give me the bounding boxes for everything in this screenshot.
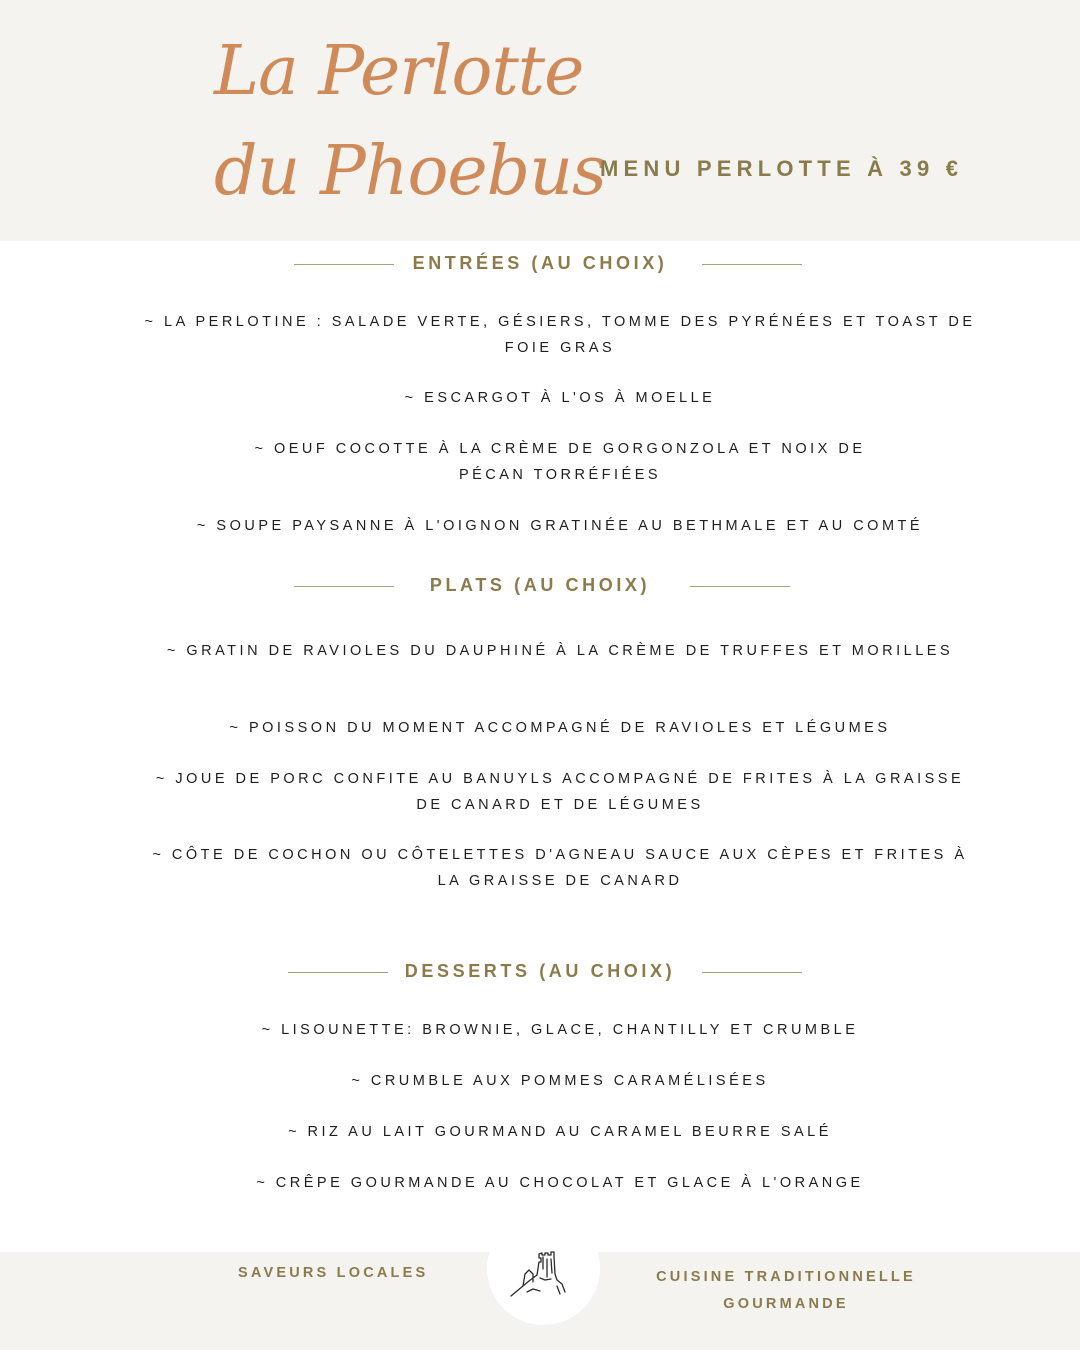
footer-tagline-right-line-1: CUISINE TRADITIONNELLE (656, 1269, 916, 1285)
menu-title: MENU PERLOTTE À 39 € (600, 156, 964, 181)
menu-item: ~ JOUE DE PORC CONFITE AU BANUYLS ACCOMPAGNÉ DE FRITES À LA GRAISSE DE CANARD ET DE LÉGUMES (155, 771, 965, 813)
section-title-plats: PLATS (AU CHOIX) (429, 575, 651, 595)
castle-tower-icon (507, 1234, 582, 1302)
section-title-desserts: DESSERTS (AU CHOIX) (404, 961, 676, 981)
section-title-entrees: ENTRÉES (AU CHOIX) (412, 253, 668, 273)
menu-item: ~ SOUPE PAYSANNE À L'OIGNON GRATINÉE AU BETHMALE ET AU COMTÉ (196, 518, 924, 534)
section-rule-right (690, 586, 790, 587)
menu-item: ~ CÔTE DE COCHON OU CÔTELETTES D'AGNEAU SAUCE AUX CÈPES ET FRITES À LA GRAISSE DE CANARD (152, 847, 968, 889)
menu-item: ~ CRUMBLE AUX POMMES CARAMÉLISÉES (351, 1073, 769, 1089)
restaurant-name-line-2: du Phoebus (214, 132, 606, 211)
menu-item: ~ LA PERLOTINE : SALADE VERTE, GÉSIERS, TOMME DES PYRÉNÉES ET TOAST DE FOIE GRAS (144, 314, 976, 356)
menu-item: ~ ESCARGOT À L'OS À MOELLE (404, 390, 716, 406)
footer-tagline-right-line-2: GOURMANDE (723, 1296, 849, 1312)
footer-tagline-left: SAVEURS LOCALES (238, 1265, 429, 1281)
menu-item: ~ GRATIN DE RAVIOLES DU DAUPHINÉ À LA CRÈME DE TRUFFES ET MORILLES (166, 643, 954, 659)
menu-item: ~ RIZ AU LAIT GOURMAND AU CARAMEL BEURRE SALÉ (288, 1124, 832, 1140)
menu-item: ~ OEUF COCOTTE À LA CRÈME DE GORGONZOLA ET NOIX DE PÉCAN TORRÉFIÉES (254, 441, 866, 483)
section-rule-right (702, 264, 802, 265)
section-rule-right (702, 972, 802, 973)
menu-item: ~ LISOUNETTE: BROWNIE, GLACE, CHANTILLY ET CRUMBLE (261, 1022, 859, 1038)
restaurant-name (214, 22, 606, 222)
logo-badge (487, 1212, 600, 1325)
menu-item: ~ POISSON DU MOMENT ACCOMPAGNÉ DE RAVIOLES ET LÉGUMES (229, 720, 891, 736)
restaurant-name-line-1: La Perlotte (214, 32, 584, 111)
menu-item: ~ CRÊPE GOURMANDE AU CHOCOLAT ET GLACE À L'ORANGE (256, 1175, 864, 1191)
footer-tagline-right (640, 1264, 932, 1318)
